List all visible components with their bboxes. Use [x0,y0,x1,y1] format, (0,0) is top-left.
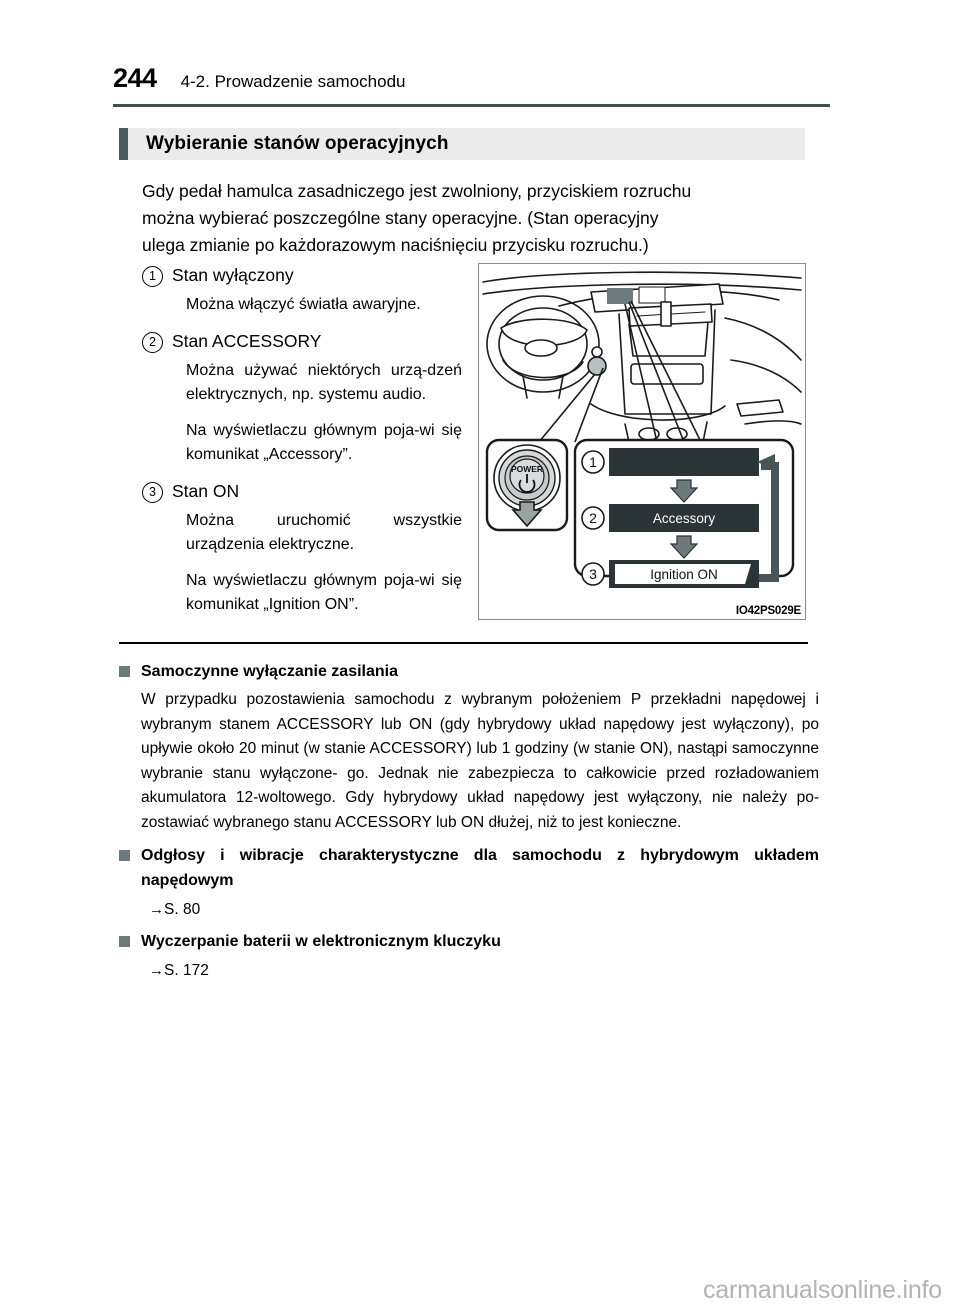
svg-text:POWER: POWER [510,464,544,474]
intro-paragraph [142,178,818,259]
arrow-right-icon: → [149,962,164,979]
state-number-badge: 1 [142,266,163,287]
note-heading [119,843,819,893]
note-line: napędowy jest wyłączony), po upływie około 20 minut (w stanie ACCESSORY) [141,715,819,757]
note-block [119,843,819,923]
state-description: Można uruchomić wszystkie urządzenia elektryczne. [186,512,462,553]
footer-watermark: carmanualsonline.info [702,1276,942,1304]
note-block [119,929,819,984]
note-line: go. Jednak nie zabezpiecza to całkowicie przed rozładowaniem akumulatora [141,764,820,806]
page-header [113,63,830,94]
state-description: Na wyświetlaczu głównym poja-wi się komunikat „Ignition ON”. [186,572,462,613]
state-title: Stan ACCESSORY [172,331,322,351]
state-item [142,263,462,317]
cycle-step-2-number: 2 [589,510,597,526]
power-button-callout [487,440,567,530]
note-heading-text: Samoczynne wyłączanie zasilania [141,663,399,680]
square-bullet-icon [119,666,130,677]
cross-reference[interactable] [149,897,819,923]
note-heading [119,929,819,954]
state-description [186,293,462,317]
cycle-step-3-label: Ignition ON [650,567,718,582]
intro-line-1: Gdy pedał hamulca zasadniczego jest zwolniony, przyciskiem rozruchu [142,181,692,201]
intro-line-3: ulega zmianie po każdorazowym naciśnięciu przycisku rozruchu.) [142,235,649,255]
state-number-badge: 3 [142,482,163,503]
state-title: Stan ON [172,481,240,501]
dashboard-illustration [479,264,804,618]
section-title-bar [119,128,805,160]
figure-code: IO42PS029E [732,605,803,617]
state-heading [142,329,462,353]
cross-reference[interactable] [149,958,819,984]
state-description: Na wyświetlaczu głównym poja-wi się komunikat „Accessory”. [186,422,462,463]
note-heading-line: Wyczerpanie baterii w elektronicznym kluczyku [141,933,501,950]
section-divider [119,642,808,644]
page-title: Wybieranie stanów operacyjnych [146,133,449,154]
note-line: zostawiać wybranego stanu ACCESSORY lub ON dłużej, niż to jest konieczne. [141,813,682,831]
note-line: W przypadku pozostawienia samochodu z wybranym położeniem P przekładni [141,691,722,708]
square-bullet-icon [119,936,130,947]
section-label: 4-2. Prowadzenie samochodu [180,72,406,91]
state-description: Można używać niektórych urzą-dzeń elektrycznych, np. systemu audio. [186,362,462,403]
note-heading-text [141,929,819,954]
note-heading [119,659,819,684]
page-number: 244 [113,63,157,93]
square-bullet-icon [119,850,130,861]
cross-reference-target: S. 80 [164,901,201,918]
note-body [141,688,819,835]
operating-states-list [142,263,462,620]
note-line: napędowej i wybranym stanem ACCESSORY lub ON (gdy hybrydowy układ [141,691,819,733]
note-line: 12-woltowego. Gdy hybrydowy układ napędowy jest wyłączony, nie należy po- [235,789,819,806]
note-heading-line: Odgłosy i wibracje charakterystyczne dla samochodu z hybrydowym [141,847,739,864]
note-line: lub 1 godziny (w stanie ON), nastąpi samoczynne wybranie stanu wyłączone- [141,740,819,782]
title-accent-block [119,128,128,160]
note-heading-line: układem napędowym [141,847,819,889]
note-block [119,659,819,835]
state-heading [142,479,462,503]
state-item [142,329,462,467]
state-number-badge: 2 [142,332,163,353]
intro-line-2: można wybierać poszczególne stany operacyjne. (Stan operacyjny [142,208,659,228]
header-rule [113,104,830,107]
cycle-step-2-label: Accessory [652,511,716,526]
figure-operating-states [478,263,806,620]
notes-section [119,659,819,990]
cross-reference-target: S. 172 [164,962,209,979]
state-cycle-callout [575,440,793,588]
state-item [142,479,462,617]
cycle-step-3-number: 3 [589,566,597,582]
cycle-step-1-number: 1 [589,454,597,470]
state-title: Stan wyłączony [172,265,294,285]
arrow-right-icon: → [149,901,164,918]
state-description-text: Można włączyć światła awaryjne. [186,296,421,313]
state-heading [142,263,462,287]
note-heading-text [141,843,819,893]
